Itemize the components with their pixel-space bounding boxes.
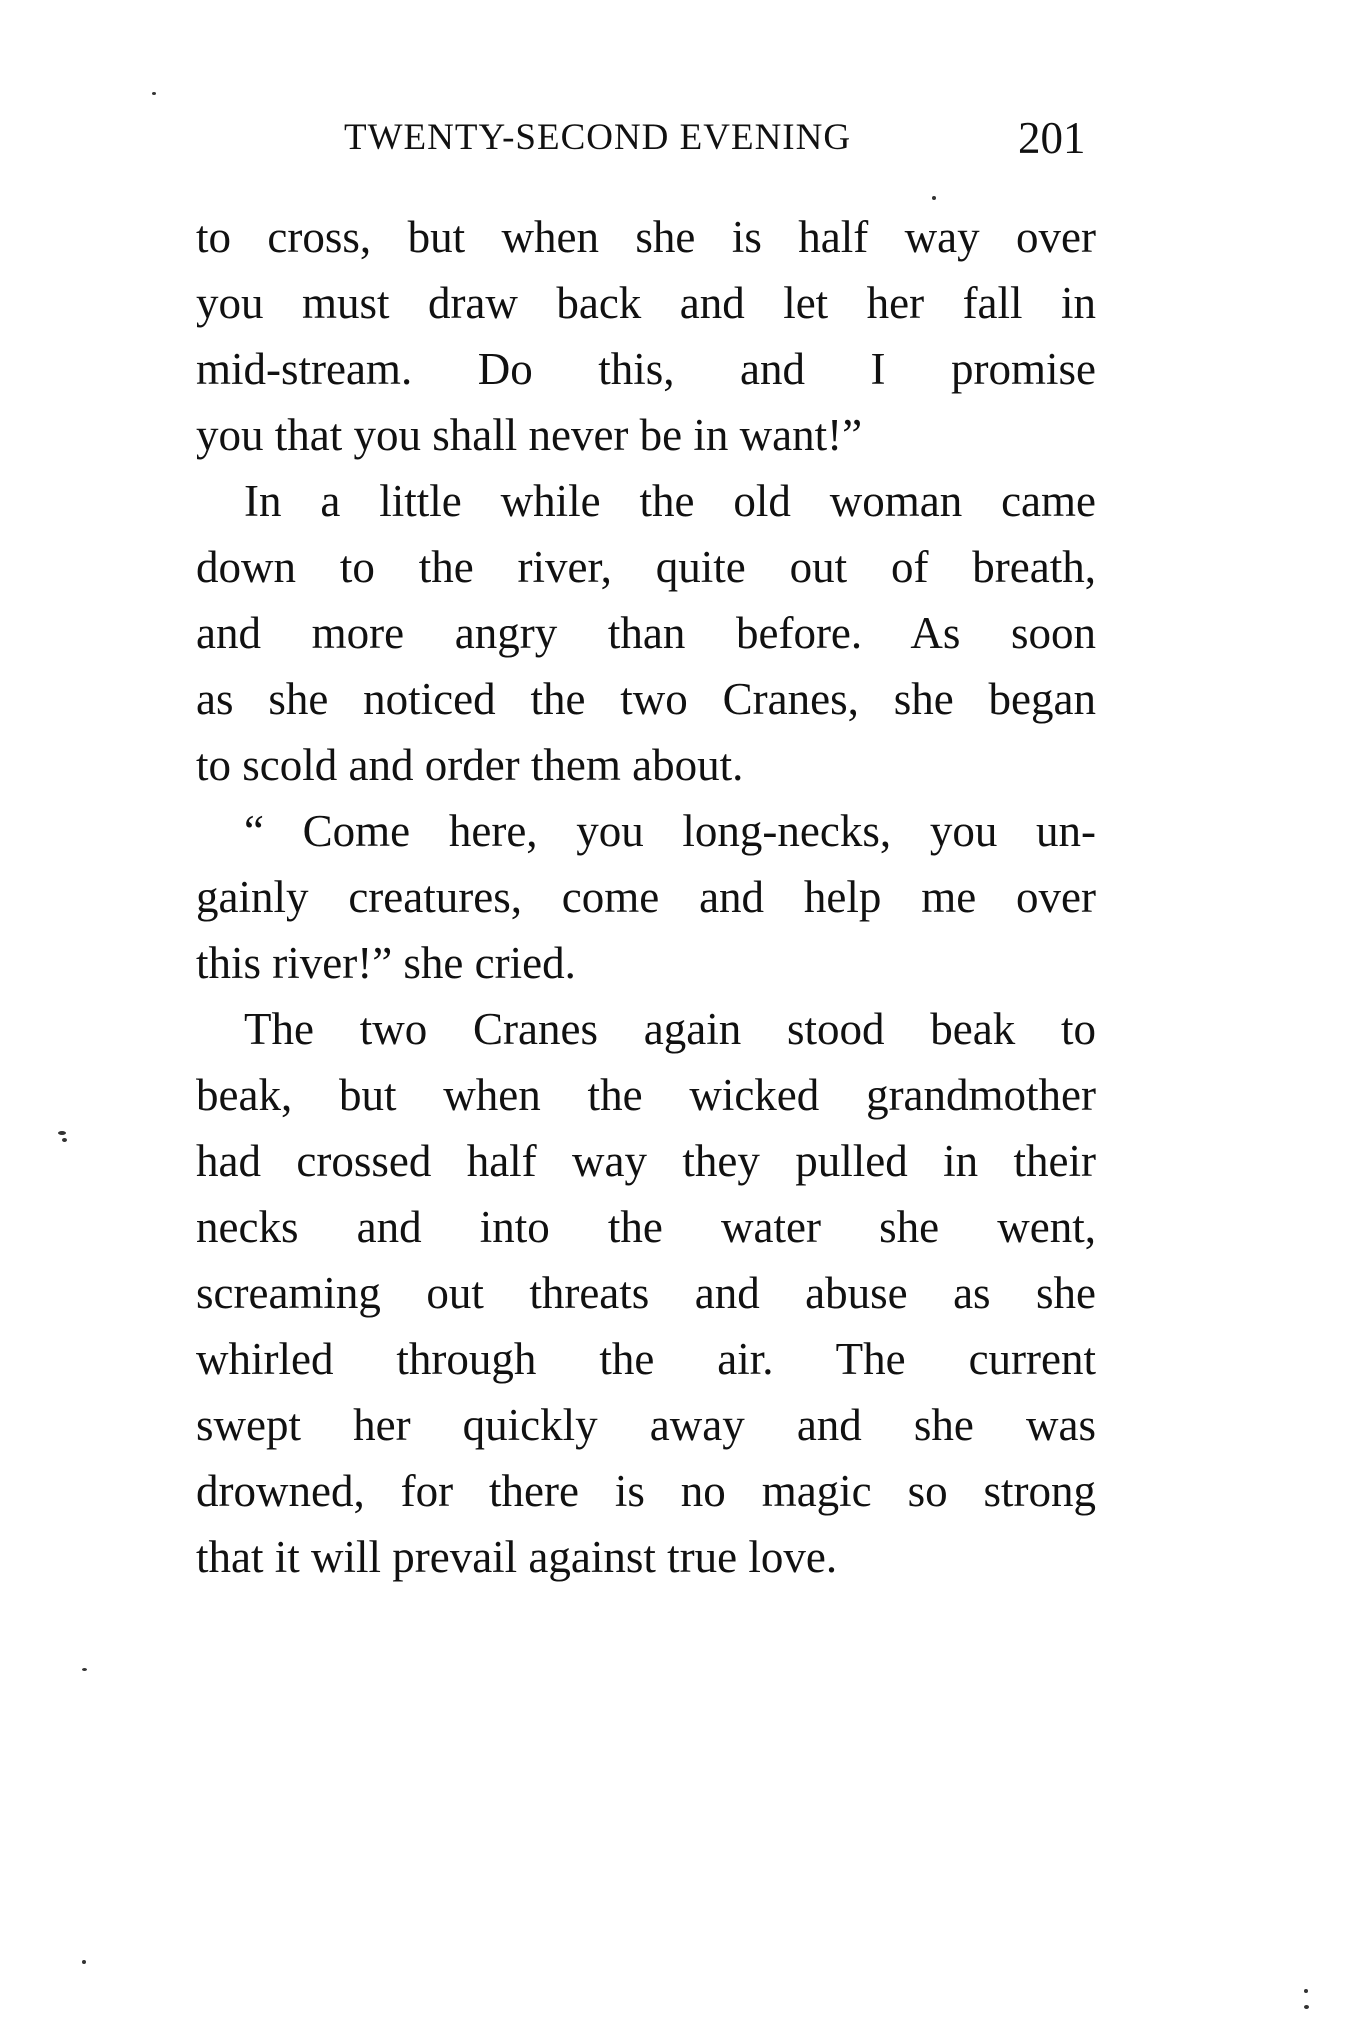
text-line: gainly creatures, come and help me over	[196, 872, 1096, 922]
scan-speck	[82, 1960, 86, 1964]
text-line: as she noticed the two Cranes, she began	[196, 674, 1096, 724]
text-line: you that you shall never be in want!”	[196, 410, 863, 460]
text-line: and more angry than before. As soon	[196, 608, 1096, 658]
scan-speck	[1304, 2005, 1309, 2009]
text-line: beak, but when the wicked grandmother	[196, 1070, 1096, 1120]
text-line: this river!” she cried.	[196, 938, 576, 988]
scan-speck	[82, 1668, 87, 1671]
text-line: “ Come here, you long-necks, you un-	[244, 806, 1096, 856]
text-line: you must draw back and let her fall in	[196, 278, 1096, 328]
scan-speck	[152, 92, 156, 95]
text-line: to scold and order them about.	[196, 740, 744, 790]
scan-speck	[932, 196, 936, 200]
body-text	[196, 204, 1096, 1590]
text-line: swept her quickly away and she was	[196, 1400, 1096, 1450]
scan-speck	[62, 1138, 67, 1142]
running-title: TWENTY-SECOND EVENING	[344, 117, 852, 158]
text-line: down to the river, quite out of breath,	[196, 542, 1096, 592]
text-line: In a little while the old woman came	[244, 476, 1096, 526]
scan-speck	[58, 1131, 66, 1135]
text-line: The two Cranes again stood beak to	[244, 1004, 1096, 1054]
text-line: screaming out threats and abuse as she	[196, 1268, 1096, 1318]
text-line: mid-stream. Do this, and I promise	[196, 344, 1096, 394]
text-line: that it will prevail against true love.	[196, 1532, 838, 1582]
scan-speck	[1304, 1989, 1308, 1993]
running-head	[0, 112, 1371, 172]
text-line: had crossed half way they pulled in their	[196, 1136, 1096, 1186]
text-line: whirled through the air. The current	[196, 1334, 1096, 1384]
text-line: necks and into the water she went,	[196, 1202, 1096, 1252]
text-line: to cross, but when she is half way over	[196, 212, 1096, 262]
text-line: drowned, for there is no magic so strong	[196, 1466, 1096, 1516]
page-number: 201	[1018, 113, 1086, 163]
